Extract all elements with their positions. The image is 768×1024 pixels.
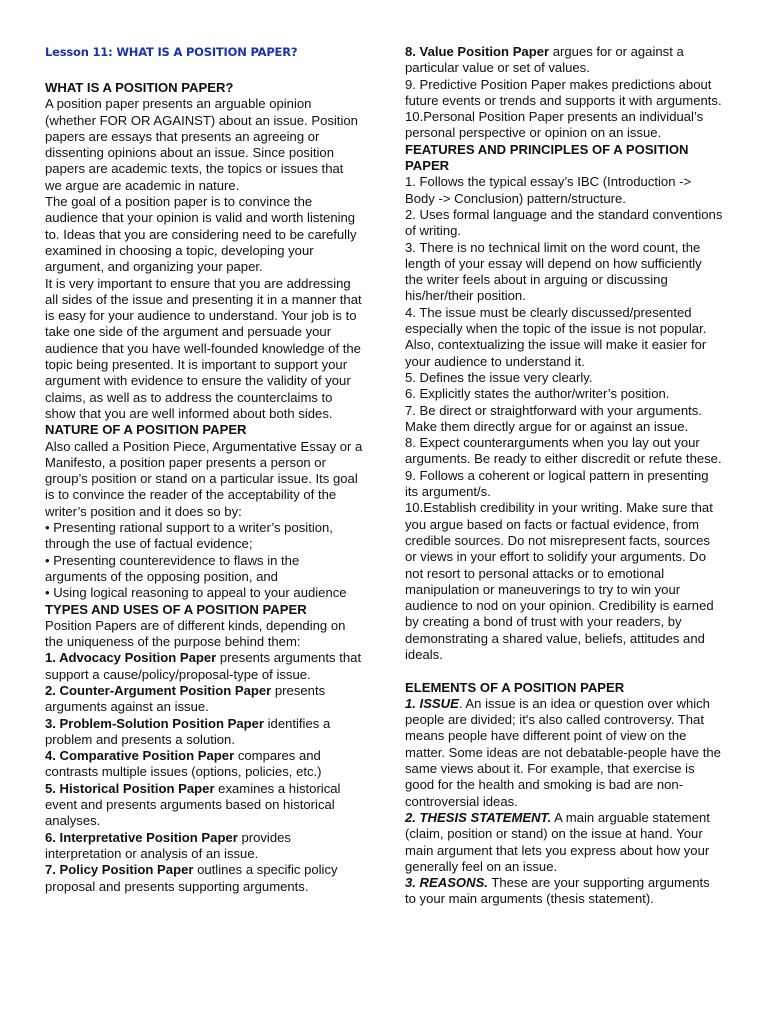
intro-paragraph: A position paper presents an arguable opinion (whether FOR OR AGAINST) about an issue. Position papers are essays that presents an agreeing or dissenting opinions about an issue. Since position papers are academic texts, the topics or issues that we argue are academic in nature. <box>45 96 358 193</box>
nature-bullet: • Presenting counterevidence to flaws in the arguments of the opposing position, and <box>45 552 300 584</box>
type-item: 10.Personal Position Paper presents an individual’s personal perspective or opinion on an issue. <box>405 109 704 141</box>
nature-bullet: • Using logical reasoning to appeal to your audience <box>45 585 347 601</box>
feature-item: 5. Defines the issue very clearly. <box>405 369 593 385</box>
heading-elements: ELEMENTS OF A POSITION PAPER <box>405 679 625 695</box>
type-item <box>45 683 363 716</box>
left-column <box>45 44 363 895</box>
type-label: 8. Value Position Paper <box>405 44 550 59</box>
type-item <box>45 830 363 863</box>
nature-bullet: • Presenting rational support to a writer’s position, through the use of factual evidence; <box>45 520 333 552</box>
feature-item: 3. There is no technical limit on the word count, the length of your essay will depend on how sufficiently the writer feels about in arguing or discussing his/her/their position. <box>405 239 702 304</box>
element-text: . An issue is an idea or question over which people are divided; it's also called controversy. That means people have different point of view on the matter. Some ideas are not debatable-people have the same views about it. For example, that exercise is good for the health and smoking is bad are non-controversial ideas. <box>405 695 721 809</box>
type-item <box>405 44 723 77</box>
type-text: examines a historical event and presents arguments based on historical analyses. <box>45 780 341 829</box>
element-item <box>405 875 723 908</box>
element-label: 2. THESIS STATEMENT. <box>405 809 552 825</box>
type-text: presents arguments that support a cause/policy/proposal-type of issue. <box>45 650 362 682</box>
spacer <box>405 663 723 679</box>
type-item <box>45 862 363 895</box>
type-text: presents arguments against an issue. <box>45 682 326 715</box>
type-label: 4. Comparative Position Paper <box>45 748 235 764</box>
type-text: identifies a problem and presents a solution. <box>45 715 331 747</box>
element-item <box>405 810 723 875</box>
element-text: A main arguable statement (claim, position or stand) on the issue at hand. Your main argument that lets you express about how your generally feel on an issue. <box>405 809 710 874</box>
feature-item: 1. Follows the typical essay’s IBC (Introduction -> Body -> Conclusion) pattern/structure. <box>405 174 692 206</box>
feature-item: 7. Be direct or straightforward with your arguments. Make them directly argue for or against an issue. <box>405 402 702 434</box>
feature-item: 4. The issue must be clearly discussed/presented especially when the topic of the issue is not popular. Also, contextualizing the issue will make it easier for your audience to understand it. <box>405 304 707 369</box>
type-item <box>45 781 363 830</box>
type-text: outlines a specific policy proposal and presents supporting arguments. <box>45 862 338 894</box>
heading-nature: NATURE OF A POSITION PAPER <box>45 422 247 438</box>
types-intro: Position Papers are of different kinds, depending on the uniqueness of the purpose behind them: <box>45 617 346 650</box>
type-label: 3. Problem-Solution Position Paper <box>45 715 264 731</box>
lesson-title: Lesson 11: WHAT IS A POSITION PAPER? <box>45 45 298 59</box>
element-item <box>405 696 723 810</box>
type-label: 6. Interpretative Position Paper <box>45 829 238 845</box>
type-label: 1. Advocacy Position Paper <box>45 650 217 666</box>
type-label: 2. Counter-Argument Position Paper <box>45 682 272 698</box>
type-item: 9. Predictive Position Paper makes predictions about future events or trends and supports it with arguments. <box>405 76 722 108</box>
feature-item: 9. Follows a coherent or logical pattern in presenting its argument/s. <box>405 467 709 500</box>
type-item <box>45 650 363 683</box>
element-label: 1. ISSUE <box>405 695 459 711</box>
type-item <box>45 716 363 749</box>
feature-item: 10.Establish credibility in your writing. Make sure that you argue based on facts or factual evidence, from credible sources. Do not misrepresent facts, sources or views in your effort to solidify your arguments. Do not resort to personal attacks or to emotional manipulation or maneuverings to try to win your audience to nod on your opinion. Credibility is earned by creating a bond of trust with your readers, by demonstrating a shared value, beliefs, attitudes and ideals. <box>405 500 714 662</box>
type-label: 5. Historical Position Paper <box>45 780 215 796</box>
feature-item: 8. Expect counterarguments when you lay out your arguments. Be ready to either discredit or refute these. <box>405 435 722 467</box>
right-column <box>405 44 723 908</box>
type-text: provides interpretation or analysis of an issue. <box>45 829 291 861</box>
feature-item: 2. Uses formal language and the standard conventions of writing. <box>405 206 723 239</box>
element-label: 3. REASONS. <box>405 875 488 891</box>
nature-paragraph: Also called a Position Piece, Argumentative Essay or a Manifesto, a position paper presents a person or group’s position or stand on a particular issue. Its goal is to convince the reader of the acceptability of the writer’s position and it does so by: <box>45 438 363 519</box>
type-text: compares and contrasts multiple issues (options, policies, etc.) <box>45 748 322 780</box>
type-item <box>45 748 363 781</box>
heading-features: FEATURES AND PRINCIPLES OF A POSITION PAPER <box>405 141 689 174</box>
feature-item: 6. Explicitly states the author/writer’s position. <box>405 386 670 402</box>
type-text: argues for or against a particular value or set of values. <box>405 44 684 76</box>
intro-paragraph: The goal of a position paper is to convince the audience that your opinion is valid and worth listening to. Ideas that you are considering need to be carefully examined in choosing a topic, developing your argument, and organizing your paper. <box>45 194 357 275</box>
type-label: 7. Policy Position Paper <box>45 862 194 878</box>
heading-types: TYPES AND USES OF A POSITION PAPER <box>45 601 307 617</box>
heading-what-is: WHAT IS A POSITION PAPER? <box>45 80 234 95</box>
intro-paragraph: It is very important to ensure that you are addressing all sides of the issue and presenting it in a manner that is easy for your audience to understand. Your job is to take one side of the argument and persuade your audience that you have well-founded knowledge of the topic being presented. It is important to support your argument with evidence to ensure the validity of your claims, as well as to address the counterclaims to show that you are well informed about both sides. <box>45 275 362 421</box>
element-text: These are your supporting arguments to your main arguments (thesis statement). <box>405 875 710 907</box>
